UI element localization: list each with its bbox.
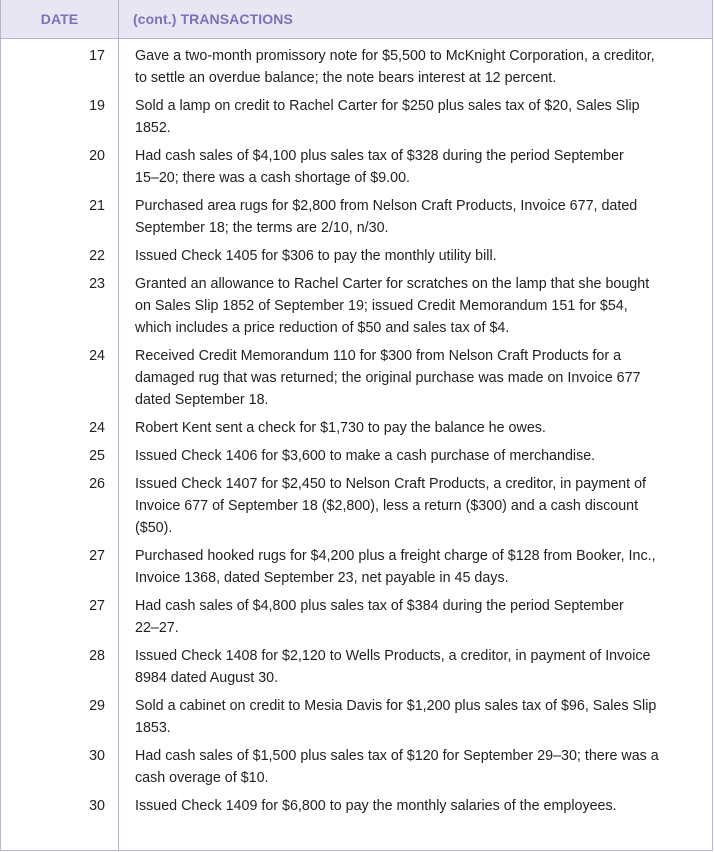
date-header-label: DATE (40, 11, 79, 27)
transactions-column-header (119, 0, 712, 38)
table-row (1, 695, 712, 739)
transaction-description (135, 95, 701, 139)
transaction-description (135, 695, 701, 739)
table-row (1, 445, 712, 467)
transaction-day: 30 (89, 748, 105, 764)
transaction-day: 17 (89, 48, 105, 64)
transaction-description (135, 745, 701, 789)
description-line: Sold a cabinet on credit to Mesia Davis for $1,200 plus sales tax of $96, Sales Slip (135, 698, 657, 714)
description-line: Invoice 677 of September 18 ($2,800), less a return ($300) and a cash discount (135, 498, 639, 514)
transaction-description (135, 345, 701, 411)
description-line: dated September 18. (135, 392, 269, 408)
transaction-description (135, 145, 701, 189)
table-row (1, 273, 712, 339)
description-line: Purchased hooked rugs for $4,200 plus a freight charge of $128 from Booker, Inc., (135, 548, 656, 564)
transaction-day: 29 (89, 698, 105, 714)
transaction-description (135, 417, 701, 439)
description-line: 22–27. (135, 620, 179, 636)
transaction-day: 24 (89, 420, 105, 436)
description-line: Granted an allowance to Rachel Carter for scratches on the lamp that she bought (135, 276, 650, 292)
transaction-description (135, 273, 701, 339)
table-header (1, 0, 712, 39)
transaction-description (135, 545, 701, 589)
description-line: Issued Check 1408 for $2,120 to Wells Products, a creditor, in payment of Invoice (135, 648, 651, 664)
description-line: damaged rug that was returned; the original purchase was made on Invoice 677 (135, 370, 641, 386)
description-line: Issued Check 1409 for $6,800 to pay the monthly salaries of the employees. (135, 798, 617, 814)
transaction-day: 27 (89, 598, 105, 614)
description-line: ($50). (135, 520, 173, 536)
transaction-description (135, 45, 701, 89)
transaction-description (135, 645, 701, 689)
description-line: Gave a two-month promissory note for $5,500 to McKnight Corporation, a creditor, (135, 48, 655, 64)
description-line: 1852. (135, 120, 171, 136)
transaction-day: 19 (89, 98, 105, 114)
transaction-day: 20 (89, 148, 105, 164)
table-row (1, 345, 712, 411)
transaction-day: 30 (89, 798, 105, 814)
transaction-description (135, 195, 701, 239)
description-line: Issued Check 1406 for $3,600 to make a cash purchase of merchandise. (135, 448, 596, 464)
table-row (1, 145, 712, 189)
description-line: Had cash sales of $1,500 plus sales tax of $120 for September 29–30; there was a (135, 748, 659, 764)
description-line: to settle an overdue balance; the note bears interest at 12 percent. (135, 70, 557, 86)
transaction-day: 25 (89, 448, 105, 464)
description-line: September 18; the terms are 2/10, n/30. (135, 220, 389, 236)
table-row (1, 645, 712, 689)
transaction-day: 23 (89, 276, 105, 292)
table-row (1, 473, 712, 539)
description-line: 1853. (135, 720, 171, 736)
table-row (1, 745, 712, 789)
transaction-day: 28 (89, 648, 105, 664)
transaction-description (135, 473, 701, 539)
description-line: Issued Check 1407 for $2,450 to Nelson Craft Products, a creditor, in payment of (135, 476, 646, 492)
transaction-day: 26 (89, 476, 105, 492)
transaction-day: 24 (89, 348, 105, 364)
transaction-day: 21 (89, 198, 105, 214)
description-line: Had cash sales of $4,100 plus sales tax of $328 during the period September (135, 148, 624, 164)
description-line: Received Credit Memorandum 110 for $300 from Nelson Craft Products for a (135, 348, 622, 364)
description-line: cash overage of $10. (135, 770, 269, 786)
description-line: Had cash sales of $4,800 plus sales tax of $384 during the period September (135, 598, 624, 614)
description-line: Robert Kent sent a check for $1,730 to pay the balance he owes. (135, 420, 546, 436)
table-row (1, 595, 712, 639)
description-line: which includes a price reduction of $50 and sales tax of $4. (135, 320, 510, 336)
description-line: Issued Check 1405 for $306 to pay the monthly utility bill. (135, 248, 497, 264)
table-row (1, 45, 712, 89)
description-line: on Sales Slip 1852 of September 19; issued Credit Memorandum 151 for $54, (135, 298, 628, 314)
description-line: 8984 dated August 30. (135, 670, 279, 686)
transaction-description (135, 595, 701, 639)
table-row (1, 417, 712, 439)
table-row (1, 545, 712, 589)
transaction-rows (1, 38, 712, 817)
description-line: Sold a lamp on credit to Rachel Carter for $250 plus sales tax of $20, Sales Slip (135, 98, 640, 114)
table-body (1, 38, 712, 850)
table-row (1, 795, 712, 817)
transaction-description (135, 445, 701, 467)
table-row (1, 95, 712, 139)
transaction-description (135, 795, 701, 817)
transaction-description (135, 245, 701, 267)
table-row (1, 245, 712, 267)
transactions-header-label: (cont.) TRANSACTIONS (133, 11, 293, 27)
transaction-day: 22 (89, 248, 105, 264)
description-line: 15–20; there was a cash shortage of $9.00. (135, 170, 411, 186)
date-column-header (1, 0, 119, 38)
transaction-day: 27 (89, 548, 105, 564)
description-line: Purchased area rugs for $2,800 from Nelson Craft Products, Invoice 677, dated (135, 198, 638, 214)
description-line: Invoice 1368, dated September 23, net payable in 45 days. (135, 570, 509, 586)
table-row (1, 195, 712, 239)
